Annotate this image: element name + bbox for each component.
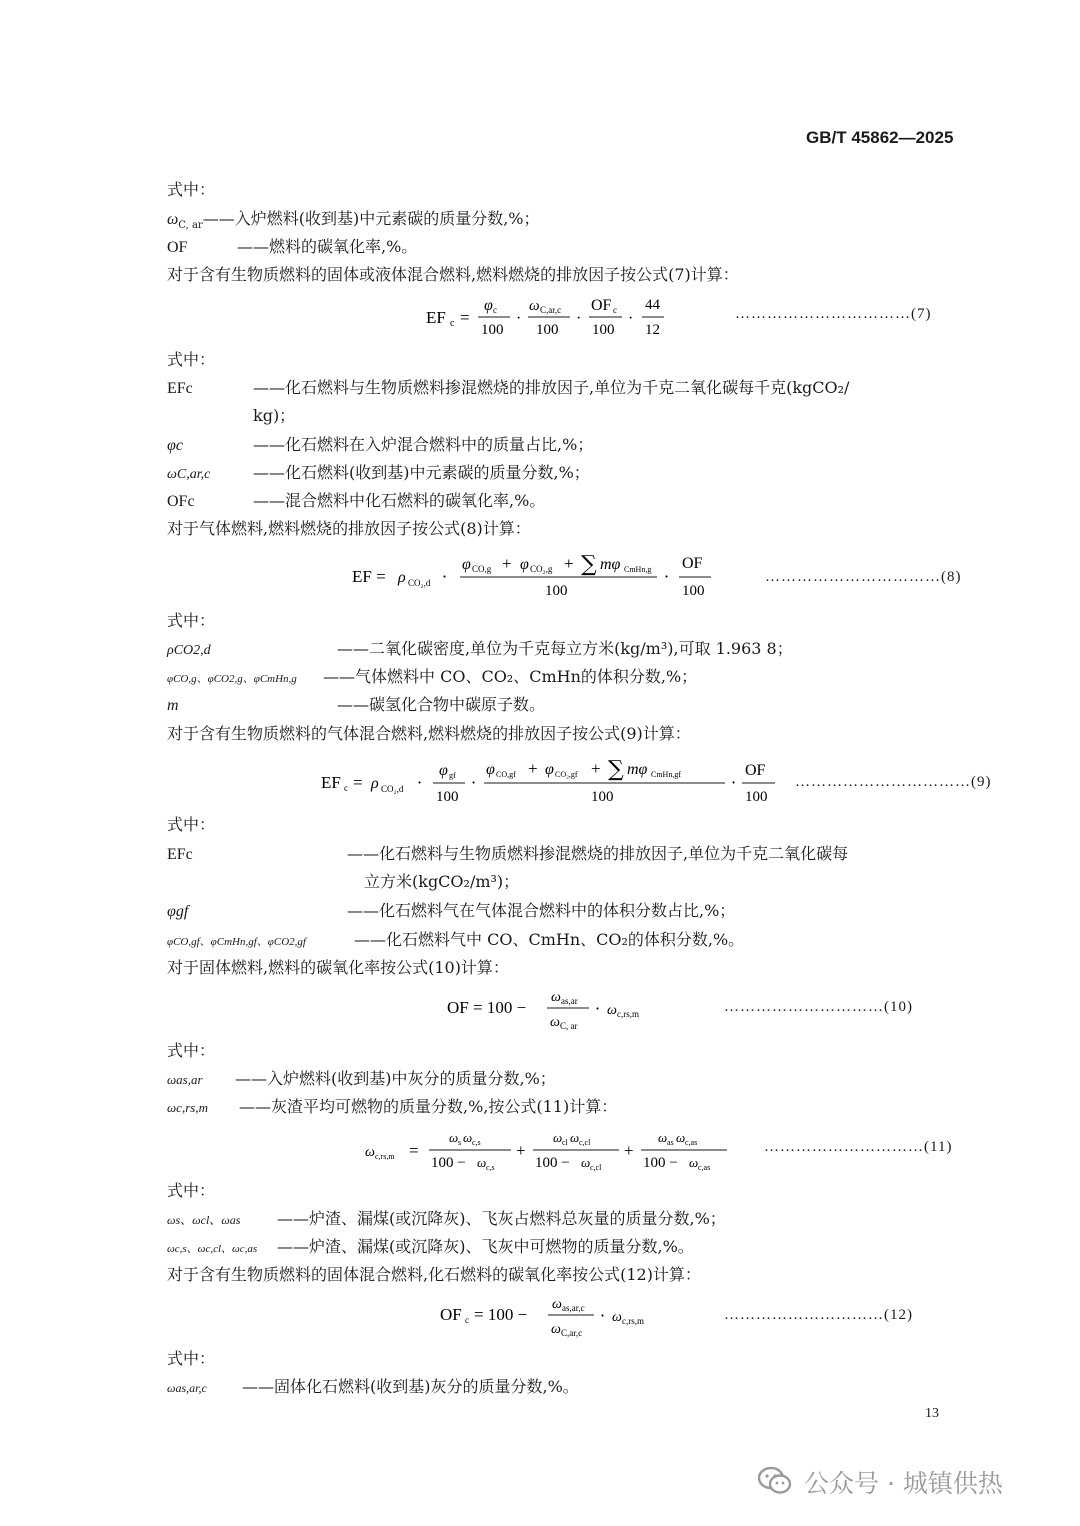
definition-symbol: φCO,gf、φCmHn,gf、φCO2,gf [167, 936, 306, 948]
definition-text: ——气体燃料中 CO、CO₂、CmHn的体积分数,%； [323, 667, 698, 686]
svg-text:c,rs,m: c,rs,m [617, 1009, 639, 1019]
wechat-icon [758, 1466, 792, 1496]
svg-text:ω: ω [689, 1155, 699, 1170]
definition-m [167, 695, 545, 716]
equation-7-number: ……………………………(7) [735, 306, 932, 322]
equation-10-graphic [447, 986, 667, 1034]
svg-text:100: 100 [682, 583, 705, 599]
equation-7-graphic [426, 292, 696, 340]
definition-omega-combustibles [167, 1237, 694, 1259]
definition-phi-gf-components [167, 930, 744, 952]
svg-text:= 100 −: = 100 − [474, 1305, 528, 1324]
definition-text: ——炉渣、漏煤(或沉降灰)、飞灰中可燃物的质量分数,%。 [277, 1237, 694, 1256]
svg-text:·: · [628, 310, 634, 327]
svg-text:as,ar: as,ar [561, 996, 578, 1006]
definition-continuation: kg)； [253, 406, 296, 425]
svg-text:φ: φ [484, 297, 493, 314]
svg-text:100 −: 100 − [535, 1155, 570, 1171]
svg-text:100: 100 [481, 322, 504, 338]
svg-text:·: · [731, 773, 737, 792]
paragraph-eq7-intro: 对于含有生物质燃料的固体或液体混合燃料,燃料燃烧的排放因子按公式(7)计算： [167, 265, 739, 284]
svg-text:OF: OF [591, 297, 612, 314]
where-label: 式中： [167, 611, 216, 630]
where-label: 式中： [167, 1349, 216, 1368]
svg-text:OF: OF [745, 762, 766, 779]
svg-text:mφ: mφ [627, 761, 648, 778]
svg-text:100 −: 100 − [643, 1155, 678, 1171]
svg-text:=: = [460, 308, 470, 327]
equation-8-graphic [352, 546, 747, 602]
svg-text:∑: ∑ [581, 552, 597, 577]
svg-text:∑: ∑ [608, 757, 624, 782]
definition-text: ——固体化石燃料(收到基)灰分的质量分数,%。 [242, 1377, 579, 1396]
svg-text:+: + [624, 1141, 634, 1160]
definition-omega-as-ar-c [167, 1377, 579, 1398]
svg-text:c,rs,m: c,rs,m [622, 1316, 644, 1326]
svg-text:100: 100 [592, 322, 615, 338]
definition-symbol: m [167, 697, 179, 714]
svg-text:·: · [595, 999, 601, 1018]
definition-text: ——化石燃料(收到基)中元素碳的质量分数,%； [253, 463, 590, 482]
equation-9-graphic [321, 751, 781, 807]
svg-text:ω: ω [365, 1145, 375, 1160]
definition-symbol: ρCO2,d [167, 643, 211, 658]
where-label: 式中： [167, 180, 216, 199]
svg-text:100: 100 [436, 789, 459, 805]
svg-text:CO₂,gf: CO₂,gf [555, 770, 578, 779]
svg-text:12: 12 [645, 322, 660, 338]
definition-symbol: OF [167, 239, 188, 256]
svg-text:·: · [471, 773, 477, 792]
svg-text:ω: ω [463, 1130, 473, 1145]
svg-text:OF = 100 −: OF = 100 − [447, 998, 527, 1017]
svg-text:ω: ω [570, 1130, 580, 1145]
definition-omega-c-ar [167, 209, 539, 236]
definition-phi-c [167, 435, 593, 456]
definition-symbol: ωC,ar,c [167, 467, 211, 482]
svg-text:mφ: mφ [600, 556, 621, 573]
equation-9-number: ……………………………(9) [795, 774, 992, 790]
definition-text: ——燃料的碳氧化率,%。 [237, 237, 418, 256]
svg-text:100: 100 [591, 789, 614, 805]
svg-text:c,s: c,s [486, 1163, 495, 1172]
svg-text:C, ar: C, ar [560, 1021, 578, 1031]
svg-text:100: 100 [545, 583, 568, 599]
svg-text:100: 100 [745, 789, 768, 805]
definition-text: ——入炉燃料(收到基)中灰分的质量分数,%； [235, 1069, 556, 1088]
svg-text:100: 100 [536, 322, 559, 338]
svg-text:ω: ω [449, 1130, 459, 1145]
eq-term: EF [426, 308, 446, 327]
svg-text:c,as: c,as [685, 1138, 698, 1147]
svg-text:=: = [409, 1141, 419, 1160]
svg-text:ω: ω [612, 1310, 622, 1325]
definition-text: ——化石燃料气在气体混合燃料中的体积分数占比,%； [347, 901, 736, 920]
definition-ofc [167, 491, 545, 512]
definition-symbol: OFc [167, 493, 195, 510]
svg-text:ω: ω [551, 990, 561, 1005]
svg-text:as: as [667, 1138, 674, 1147]
svg-text:OF: OF [682, 555, 703, 572]
svg-text:+: + [591, 759, 601, 778]
definition-text: ——化石燃料气中 CO、CmHn、CO₂的体积分数,%。 [354, 930, 745, 949]
watermark-text: 公众号 · 城镇供热 [804, 1469, 1003, 1498]
svg-text:·: · [576, 310, 582, 327]
svg-text:·: · [600, 1306, 606, 1325]
equation-12-graphic [440, 1293, 680, 1341]
where-label: 式中： [167, 1041, 216, 1060]
definition-text: ——入炉燃料(收到基)中元素碳的质量分数,%； [202, 209, 540, 228]
svg-text:φ: φ [486, 761, 495, 778]
definition-omega-c-ar-c [167, 463, 590, 485]
definition-omega-ash-shares [167, 1209, 726, 1230]
svg-text:ω: ω [550, 1015, 560, 1030]
svg-text:EF =: EF = [352, 567, 386, 586]
svg-text:+: + [564, 554, 574, 573]
equation-11-number: …………………………(11) [764, 1139, 953, 1155]
definition-symbol: EFc [167, 380, 193, 397]
svg-text:OF: OF [440, 1305, 462, 1324]
watermark [758, 1462, 1038, 1502]
svg-text:φ: φ [545, 761, 554, 778]
svg-text:ω: ω [477, 1155, 487, 1170]
svg-text:φ: φ [439, 762, 448, 779]
svg-text:+: + [528, 759, 538, 778]
equation-8 [352, 546, 747, 602]
definition-text: ——炉渣、漏煤(或沉降灰)、飞灰占燃料总灰量的质量分数,%； [277, 1209, 726, 1228]
svg-text:ω: ω [676, 1130, 686, 1145]
definition-text: ——化石燃料与生物质燃料掺混燃烧的排放因子,单位为千克二氧化碳每 [347, 844, 849, 863]
svg-text:cl: cl [562, 1138, 568, 1147]
equation-9 [321, 751, 781, 807]
svg-text:·: · [664, 567, 670, 586]
svg-text:44: 44 [645, 297, 660, 313]
paragraph-eq12-intro: 对于含有生物质燃料的固体混合燃料,化石燃料的碳氧化率按公式(12)计算： [167, 1265, 701, 1284]
equation-11-graphic [365, 1125, 735, 1175]
svg-text:c: c [344, 783, 348, 793]
definition-subscript: C, ar [178, 220, 203, 232]
svg-text:c,as: c,as [698, 1163, 711, 1172]
svg-text:c: c [450, 318, 455, 329]
svg-text:CmHn,gf: CmHn,gf [651, 770, 681, 779]
equation-11 [365, 1125, 735, 1175]
svg-text:c,cl: c,cl [579, 1138, 591, 1147]
definition-symbol: ωas,ar,c [167, 1381, 207, 1395]
svg-text:CO,g: CO,g [472, 564, 492, 574]
svg-text:CmHn,g: CmHn,g [624, 565, 652, 574]
equation-10 [447, 986, 667, 1034]
definition-text: ——化石燃料与生物质燃料掺混燃烧的排放因子,单位为千克二氧化碳每千克(kgCO₂/ [253, 378, 850, 397]
definition-text: ——碳氢化合物中碳原子数。 [337, 695, 546, 714]
svg-text:c,rs,m: c,rs,m [375, 1152, 395, 1161]
definition-symbol: φgf [167, 903, 189, 920]
where-label: 式中： [167, 815, 216, 834]
definition-symbol: ω [167, 211, 179, 228]
definition-symbol: ωc,s、ωc,cl、ωc,as [167, 1243, 258, 1255]
svg-text:c,cl: c,cl [590, 1163, 602, 1172]
definition-symbol: φc [167, 437, 183, 454]
svg-text:ω: ω [552, 1297, 562, 1312]
equation-10-number: …………………………(10) [724, 999, 913, 1015]
svg-text:s: s [458, 1138, 462, 1147]
svg-text:+: + [502, 554, 512, 573]
svg-text:ω: ω [658, 1130, 668, 1145]
definition-rho-co2-d [167, 639, 793, 661]
paragraph-eq10-intro: 对于固体燃料,燃料的碳氧化率按公式(10)计算： [167, 958, 509, 977]
svg-text:c,s: c,s [472, 1138, 481, 1147]
definition-text: ——灰渣平均可燃物的质量分数,%,按公式(11)计算： [239, 1097, 618, 1116]
equation-12-number: …………………………(12) [724, 1307, 913, 1323]
svg-text:φ: φ [520, 556, 529, 573]
svg-text:c: c [613, 305, 617, 315]
where-label: 式中： [167, 350, 216, 369]
equation-12 [440, 1293, 680, 1341]
page-number: 13 [925, 1406, 939, 1421]
svg-text:C,ar,c: C,ar,c [540, 305, 562, 315]
svg-text:as,ar,c: as,ar,c [562, 1303, 585, 1313]
svg-text:·: · [516, 310, 522, 327]
definition-symbol: ωas,ar [167, 1072, 203, 1087]
svg-text:φ: φ [462, 556, 471, 573]
equation-8-number: ……………………………(8) [765, 569, 962, 585]
definition-text: ——混合燃料中化石燃料的碳氧化率,%。 [253, 491, 546, 510]
definition-text: ——化石燃料在入炉混合燃料中的质量占比,%； [253, 435, 594, 454]
standard-number: GB/T 45862—2025 [806, 128, 954, 147]
svg-text:EF: EF [321, 773, 341, 792]
svg-text:ω: ω [551, 1322, 561, 1337]
definition-phi-gas [167, 667, 697, 689]
definition-efc-gas [167, 844, 848, 865]
paragraph-eq9-intro: 对于含有生物质燃料的气体混合燃料,燃料燃烧的排放因子按公式(9)计算： [167, 724, 691, 743]
svg-text:ω: ω [529, 298, 540, 314]
definition-of [167, 237, 417, 258]
svg-text:CO₂,g: CO₂,g [530, 564, 553, 574]
definition-omega-as-ar [167, 1069, 556, 1090]
svg-text:·: · [417, 773, 423, 792]
svg-text:CO,gf: CO,gf [496, 770, 516, 779]
definition-omega-c-rs-m [167, 1097, 617, 1118]
svg-text:100 −: 100 − [431, 1155, 466, 1171]
definition-symbol: φCO,g、φCO2,g、φCmHn,g [167, 673, 297, 685]
where-label: 式中： [167, 1181, 216, 1200]
definition-symbol: ωs、ωcl、ωas [167, 1213, 241, 1227]
svg-text:CO₂,d: CO₂,d [381, 784, 404, 794]
paragraph-eq8-intro: 对于气体燃料,燃料燃烧的排放因子按公式(8)计算： [167, 519, 531, 538]
equation-7 [426, 292, 696, 340]
svg-text:CO₂,d: CO₂,d [408, 578, 431, 588]
svg-text:C,ar,c: C,ar,c [561, 1328, 583, 1338]
definition-symbol: EFc [167, 846, 193, 863]
definition-symbol: ωc,rs,m [167, 1100, 208, 1115]
svg-text:gf: gf [449, 771, 456, 780]
svg-text:ω: ω [581, 1155, 591, 1170]
svg-text:·: · [442, 567, 448, 586]
svg-text:ω: ω [607, 1003, 617, 1018]
definition-text: ——二氧化碳密度,单位为千克每立方米(kg/m³),可取 1.963 8； [337, 639, 793, 658]
svg-text:=: = [353, 773, 363, 792]
svg-text:c: c [465, 1315, 469, 1325]
definition-phi-gf [167, 901, 735, 922]
svg-text:ρ: ρ [371, 775, 379, 792]
svg-text:ω: ω [553, 1130, 563, 1145]
svg-text:c: c [493, 305, 497, 315]
svg-text:+: + [516, 1141, 526, 1160]
definition-efc [167, 378, 849, 399]
svg-text:ρ: ρ [398, 569, 406, 586]
definition-continuation: 立方米(kgCO₂/m³)； [364, 872, 520, 891]
